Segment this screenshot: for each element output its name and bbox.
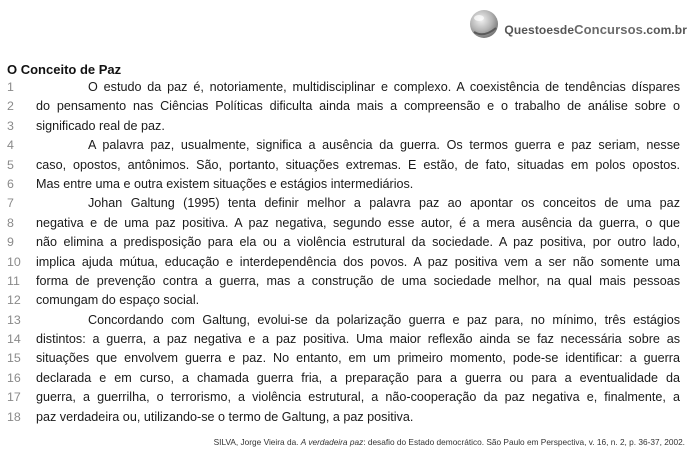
citation-source: : desafio do Estado democrático. São Paulo em Perspectiva, v. 16, n. 2, p. 36-37, 2002. (363, 437, 685, 447)
line-number: 8 (7, 215, 14, 230)
line-text: O estudo da paz é, notoriamente, multidisciplinar e complexo. A coexistência de tendências díspares (88, 80, 680, 94)
line-number: 6 (7, 176, 14, 191)
line-number: 15 (7, 351, 21, 366)
line-number: 1 (7, 80, 14, 94)
line-number: 16 (7, 370, 21, 385)
line-number: 9 (7, 235, 14, 250)
line-number: 2 (7, 99, 14, 114)
text-line (7, 349, 680, 368)
line-text: não elimina a predisposição para ela ou a violência estrutural da sociedade. A paz positiva, por outro lado, (36, 235, 680, 250)
line-text: Johan Galtung (1995) tenta definir melhor a palavra paz ao apontar os conceitos de uma paz (88, 196, 680, 211)
text-line (7, 136, 680, 155)
site-logo[interactable] (466, 6, 687, 42)
line-number: 12 (7, 293, 21, 308)
line-number: 10 (7, 254, 21, 269)
text-line (7, 291, 680, 310)
line-text: Concordando com Galtung, evolui-se da polarização guerra e paz para, no mínimo, três estágios (88, 312, 680, 327)
line-number: 5 (7, 157, 14, 172)
line-text: guerra, a guerrilha, o terrorismo, a violência estrutural, a não-cooperação da paz negativa e, finalmente, a (36, 390, 680, 405)
line-text: comungam do espaço social. (36, 293, 200, 308)
line-text: forma de prevenção contra a guerra, mas a construção de uma sociedade melhor, na qual mais pessoas (36, 273, 680, 288)
line-text: significado real de paz. (36, 118, 165, 133)
text-line (7, 330, 680, 349)
line-number: 3 (7, 118, 14, 133)
logo-part-4: .com.br (642, 22, 687, 37)
line-number: 7 (7, 196, 14, 211)
line-text: A palavra paz, usualmente, significa a ausência da guerra. Os termos guerra e paz seriam, nesse (88, 138, 680, 153)
line-text: paz verdadeira ou, utilizando-se o termo de Galtung, a paz positiva. (36, 409, 414, 424)
citation-title: A verdadeira paz (300, 437, 364, 447)
text-line (7, 233, 680, 252)
citation-author: SILVA, Jorge Vieira da. (213, 437, 301, 447)
text-line (7, 369, 680, 388)
text-line (7, 388, 680, 407)
logo-part-2: de (559, 22, 575, 37)
line-text: do pensamento nas Ciências Políticas dificulta ainda mais a compreensão e o trabalho de análise sobre o (36, 99, 680, 114)
page-title: O Conceito de Paz (7, 62, 122, 77)
line-text: negativa e de uma paz positiva. A paz negativa, segundo esse autor, é a mera ausência da guerra, o que (36, 215, 680, 230)
text-line (7, 78, 680, 97)
line-text: Mas entre uma e outra existem situações e estágios intermediários. (36, 176, 414, 191)
logo-part-1: Questoes (504, 22, 560, 37)
text-line (7, 214, 680, 233)
line-number: 4 (7, 138, 14, 153)
line-text: caso, opostos, antônimos. São, portanto, situações extremas. E estão, de fato, situadas em polos opostos. (36, 157, 680, 172)
line-number: 11 (7, 273, 20, 288)
line-number: 17 (7, 390, 21, 405)
line-number: 13 (7, 312, 21, 327)
line-text: declarada e em curso, a chamada guerra fria, a preparação para a guerra ou para a eventualidade da (36, 370, 680, 385)
citation (214, 437, 685, 447)
text-line (7, 272, 680, 291)
line-text: situações que envolvem guerra e paz. No entanto, em um primeiro momento, pode-se identificar: a guerra (36, 351, 680, 366)
logo-part-3: Concursos (574, 21, 643, 37)
line-number: 18 (7, 409, 21, 424)
text-line (7, 97, 680, 116)
text-line (7, 253, 680, 272)
line-text: distintos: a guerra, a paz negativa e a paz positiva. Uma maior reflexão ainda se faz necessária sobre as (36, 332, 680, 347)
logo-wordmark (504, 22, 687, 37)
globe-logo-icon (466, 6, 502, 42)
text-line (7, 117, 680, 136)
text-line (7, 194, 680, 213)
line-text: implica ajuda mútua, educação e interdependência dos povos. A paz positiva vem a ser não somente uma (36, 254, 680, 269)
text-line (7, 408, 680, 427)
line-number: 14 (7, 332, 21, 347)
text-line (7, 311, 680, 330)
text-line (7, 156, 680, 175)
text-body (7, 78, 680, 427)
text-line (7, 175, 680, 194)
